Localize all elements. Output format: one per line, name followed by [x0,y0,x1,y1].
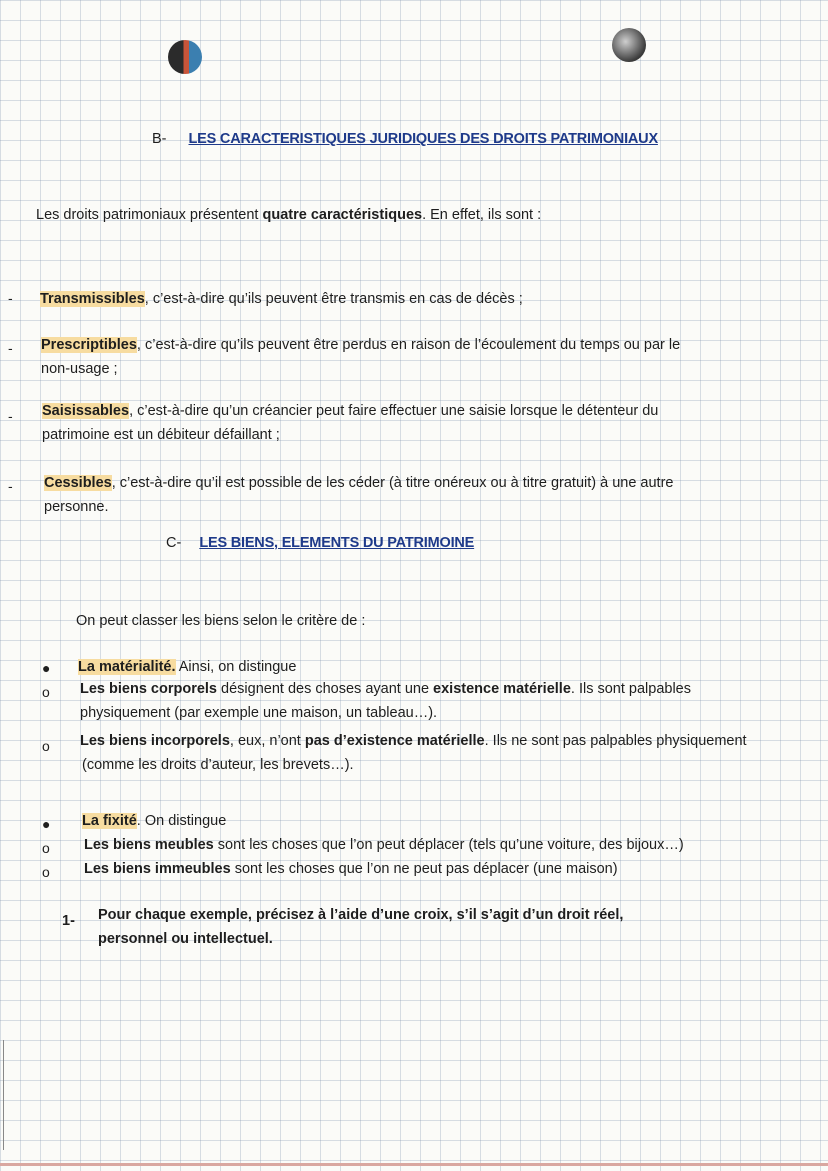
sub-text-1: , eux, n’ont [229,733,305,749]
question-number: 1- [62,913,75,929]
sub-text-2: . Ils sont palpables [570,681,691,697]
classify-intro: On peut classer les biens selon le critère de : [76,613,366,629]
bullet-hollow: o [42,684,50,700]
criterion-text: Ainsi, on distingue [175,659,297,675]
dash-marker: - [8,290,13,306]
criterion-text: . On distingue [136,813,227,829]
sub-term: Les biens meubles [84,837,214,853]
dash-marker: - [8,408,13,424]
dash-marker: - [8,478,13,494]
criterion-materialite [78,658,296,676]
characteristic-text: , c’est-à-dire qu’un créancier peut faire effectuer une saisie lorsque le détenteur du [129,403,659,419]
characteristic-text: , c’est-à-dire qu’il est possible de les céder (à titre onéreux ou à titre gratuit) à une autre [111,475,674,491]
intro-text-2: . En effet, ils sont : [422,207,542,223]
characteristic-item [41,336,680,354]
characteristic-item [42,402,762,420]
characteristic-item [44,474,673,492]
question-line-2: personnel ou intellectuel. [98,931,273,947]
sub-term: Les biens corporels [80,681,217,697]
characteristic-text: , c’est-à-dire qu’ils peuvent être transmis en cas de décès ; [144,291,523,307]
characteristic-continuation: non-usage ; [41,361,118,377]
section-c-heading [166,534,474,552]
section-c-title: LES BIENS, ELEMENTS DU PATRIMOINE [199,535,475,551]
sub-term: Les biens incorporels [80,733,230,749]
bullet-hollow: o [42,840,50,856]
criterion-term: La matérialité. [78,659,176,675]
section-c-label: C- [166,535,182,551]
bullet-hollow: o [42,738,50,754]
criterion-fixite [82,812,226,830]
biens-incorporels [80,732,747,750]
biens-immeubles [84,860,618,878]
characteristic-term: Cessibles [44,475,112,491]
margin-line [3,1040,4,1150]
sub-text: sont les choses que l’on ne peut pas déplacer (une maison) [230,861,618,877]
question-line-1: Pour chaque exemple, précisez à l’aide d’une croix, s’il s’agit d’un droit réel, [98,907,624,923]
sub-term: Les biens immeubles [84,861,231,877]
characteristic-continuation: patrimoine est un débiteur défaillant ; [42,427,280,443]
criterion-term: La fixité [82,813,137,829]
characteristic-continuation: personne. [44,499,109,515]
punch-hole-left [168,40,202,74]
characteristic-term: Prescriptibles [41,337,137,353]
page-edge-line [0,1163,828,1166]
bullet-filled: ● [42,660,51,676]
dash-marker: - [8,340,13,356]
sub-bold: existence matérielle [433,681,571,697]
section-b-title: LES CARACTERISTIQUES JURIDIQUES DES DROITS PATRIMONIAUX [188,131,658,147]
intro-bold: quatre caractéristiques [262,207,423,223]
punch-hole-right [612,28,646,62]
biens-corporels-continuation: physiquement (par exemple une maison, un tableau…). [80,705,438,721]
biens-corporels [80,680,800,698]
section-b-heading [152,130,658,148]
biens-incorporels-continuation: (comme les droits d’auteur, les brevets…). [82,757,354,773]
sub-text: sont les choses que l’on peut déplacer (tels qu’une voiture, des bijoux…) [213,837,684,853]
characteristic-term: Transmissibles [40,291,145,307]
sub-text-1: désignent des choses ayant une [217,681,434,697]
bullet-hollow: o [42,864,50,880]
intro-text-1: Les droits patrimoniaux présentent [36,207,263,223]
bullet-filled: ● [42,816,51,832]
sub-text-2: . Ils ne sont pas palpables physiquement [484,733,747,749]
characteristic-item [40,290,523,308]
sub-bold: pas d’existence matérielle [304,733,485,749]
characteristic-term: Saisissables [42,403,130,419]
biens-meubles [84,836,684,854]
characteristic-text: , c’est-à-dire qu’ils peuvent être perdus en raison de l’écoulement du temps ou par le [136,337,681,353]
intro-paragraph [36,206,541,224]
section-b-label: B- [152,131,167,147]
